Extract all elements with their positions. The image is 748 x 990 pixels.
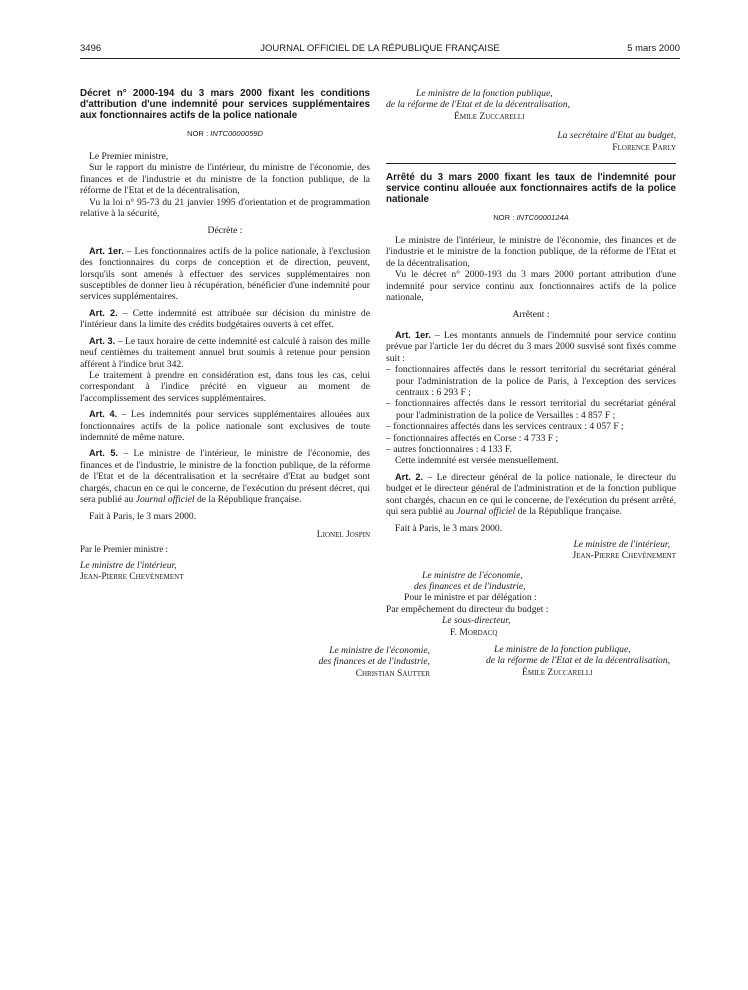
- journal-ref: Journal officiel: [456, 505, 516, 517]
- arrete-min-fp-title-2: de la réforme de l'Etat et de la décentralisation,: [486, 655, 671, 667]
- art-text: de la République française.: [194, 493, 302, 505]
- arrete-empechement: Par empêchement du directeur du budget :: [386, 603, 549, 615]
- arrete-art2: [386, 472, 676, 518]
- sec-budget-name: Florence Parly: [612, 141, 676, 153]
- decree-art2: [80, 308, 370, 331]
- art-text: – Les fonctionnaires actifs de la police nationale, à l'exclusion des fonctionnaires du corps de conception et de direction, peuvent, lorsqu'ils sont amenés à effectuer des services supplémentaires non susceptibles de donner lieu à récupération, bénéficier d'une indemnité pour services supplémentaires.: [80, 245, 371, 303]
- art-text: de la République française.: [515, 505, 623, 517]
- arrete-sous-dir-title: Le sous-directeur,: [442, 615, 511, 627]
- art-text: – Le directeur général de la police nationale, le directeur du budget et le directeur général de l'administration et de la fonction publique sont chargés, chacun en ce qui le concerne, de l'exécution du présent arrêté, qui sera publié au: [386, 471, 677, 517]
- arrete-min-fp-title-1: Le ministre de la fonction publique,: [494, 644, 631, 656]
- arrete-list-item: – fonctionnaires affectés dans le ressort territorial du secrétariat général pour l'administration de la police de Paris, à l'exception des services centraux : 6 293 F ;: [386, 364, 676, 398]
- arrete-min-eco-title-1: Le ministre de l'économie,: [422, 569, 523, 581]
- art-label: Art. 2.: [395, 471, 424, 482]
- arrete-nor: [386, 212, 676, 223]
- nor-label: NOR :: [187, 128, 209, 138]
- header-rule: [80, 58, 680, 59]
- arrete-p2: Vu le décret n° 2000-193 du 3 mars 2000 portant attribution d'une indemnité pour service continu aux fonctionnaires actifs de la police nationale,: [386, 269, 676, 304]
- min-eco-title-2: des finances et de l'industrie,: [318, 656, 430, 668]
- page-number: 3496: [80, 43, 102, 54]
- decree-p2: Sur le rapport du ministre de l'intérieur, du ministre de l'économie, des finances et de l'industrie et du ministre de la fonction publique, de la réforme de l'Etat et de la décentralisation,: [80, 162, 370, 197]
- arrete-min-eco-title-2: des finances et de l'industrie,: [414, 581, 526, 593]
- nor-value: INTC0000059D: [210, 128, 263, 138]
- min-int-title: Le ministre de l'intérieur,: [80, 559, 177, 571]
- min-eco-title-1: Le ministre de l'économie,: [329, 645, 430, 656]
- art-label: Art. 2.: [89, 307, 118, 318]
- decree-art3-b: Le traitement à prendre en considération est, dans tous les cas, celui correspondant à l'indice précité en vigueur au moment de l'accomplissement des services supplémentaires.: [80, 369, 370, 404]
- min-fp-name: Émile Zuccarelli: [454, 110, 525, 122]
- decree-p1: Le Premier ministre,: [89, 151, 169, 163]
- arrete-pour-min: Pour le ministre et par délégation :: [404, 592, 537, 604]
- art-text: – Cette indemnité est attribuée sur décision du ministre de l'intérieur dans la limite des crédits budgétaires ouverts à cet effet.: [80, 307, 370, 331]
- journal-ref: Journal officiel: [135, 493, 195, 505]
- arrete-list-item: – fonctionnaires affectés en Corse : 4 733 F ;: [386, 432, 559, 444]
- decree-fp-signature: [386, 88, 676, 153]
- right-column: [386, 88, 676, 678]
- arrete-title: Arrêté du 3 mars 2000 fixant les taux de l'indemnité pour service continu allouée aux fonctionnaires actifs de la police nationale: [386, 172, 676, 206]
- page-header: [80, 41, 680, 57]
- arrete-p1: Le ministre de l'intérieur, le ministre de l'économie, des finances et de l'industrie et le ministre de la fonction publique, de la réforme de l'Etat et de la décentralisation,: [386, 235, 676, 269]
- art-text: – Les montants annuels de l'indemnité pour service continu prévue par l'article 1er du décret du 3 mars 2000 susvisé sont fixés comme suit :: [386, 329, 676, 364]
- decree-art1: [80, 246, 370, 303]
- separator-rule: [386, 163, 676, 164]
- left-column: [80, 88, 370, 582]
- art-label: Art. 1er.: [395, 329, 431, 340]
- decree-art3: [80, 336, 370, 370]
- nor-value: INTC0000124A: [516, 212, 569, 222]
- sec-budget-title: La secrétaire d'Etat au budget,: [557, 130, 676, 142]
- arrete-list-item: – fonctionnaires affectés dans le ressort territorial du secrétariat général pour l'administration de la police de Versailles : 4 857 F ;: [386, 398, 676, 421]
- arrete-min-int-title: Le ministre de l'intérieur,: [573, 538, 670, 550]
- decree-p3: Vu la loi n° 95-73 du 21 janvier 1995 d'orientation et de programmation relative à la sécurité,: [80, 196, 370, 220]
- par-pm: Par le Premier ministre :: [80, 544, 168, 555]
- art-text: – Le taux horaire de cette indemnité est calculé à raison des mille neuf centièmes du traitement annuel brut soumis à retenue pour pension afférent à l'indice brut 342.: [80, 335, 370, 370]
- arrete-list-item: – fonctionnaires affectés dans les services centraux : 4 057 F ;: [386, 421, 624, 433]
- min-fp-title-1: Le ministre de la fonction publique,: [416, 88, 553, 99]
- art-label: Art. 4.: [89, 409, 118, 420]
- journal-title: JOURNAL OFFICIEL DE LA RÉPUBLIQUE FRANÇAISE: [260, 43, 500, 54]
- nor-label: NOR :: [493, 212, 515, 222]
- arrete-art1: [386, 330, 676, 364]
- art-label: Art. 5.: [89, 448, 118, 459]
- arrete-min-int-name: Jean-Pierre Chevènement: [572, 550, 676, 562]
- decree-nor: [80, 128, 370, 139]
- arrete-list-item: – autres fonctionnaires : 4 133 F.: [386, 443, 512, 455]
- art-label: Art. 1er.: [89, 245, 124, 256]
- min-int-name: Jean-Pierre Chevènement: [80, 571, 184, 583]
- arrete-arretent: Arrêtent :: [512, 309, 550, 321]
- decree-decrete: Décrète :: [207, 225, 243, 237]
- signer-pm: Lionel Jospin: [316, 528, 370, 540]
- issue-date: 5 mars 2000: [627, 43, 680, 54]
- arrete-sous-dir-name: F. Mordacq: [450, 626, 498, 638]
- min-eco-name: Christian Sautter: [355, 667, 430, 679]
- decree-art5: [80, 448, 370, 505]
- arrete-min-fp-name: Émile Zuccarelli: [522, 666, 593, 678]
- decree-title: Décret n° 2000-194 du 3 mars 2000 fixant les conditions d'attribution d'une indemnité pour services supplémentaires aux fonctionnaires actifs de la police nationale: [80, 88, 370, 122]
- min-fp-title-2: de la réforme de l'Etat et de la décentralisation,: [386, 99, 571, 111]
- art-text: – Les indemnités pour services supplémentaires allouées aux fonctionnaires actifs de la police nationale sont exclusives de toute indemnité de même nature.: [80, 409, 370, 443]
- arrete-monthly: Cette indemnité est versée mensuellement.: [395, 455, 559, 467]
- decree-art4: [80, 409, 370, 443]
- art-text: – Le ministre de l'intérieur, le ministre de l'économie, des finances et de l'industrie, le ministre de la fonction publique, de la réforme de l'Etat et de la décentralisation et la secrétaire d'Etat au budget sont chargés, chacun en ce qui le concerne, de l'exécution du présent décret, qui sera publié au: [80, 448, 370, 505]
- arrete-done: Fait à Paris, le 3 mars 2000.: [395, 523, 503, 535]
- decree-done: Fait à Paris, le 3 mars 2000.: [89, 511, 197, 523]
- art-label: Art. 3.: [89, 335, 116, 346]
